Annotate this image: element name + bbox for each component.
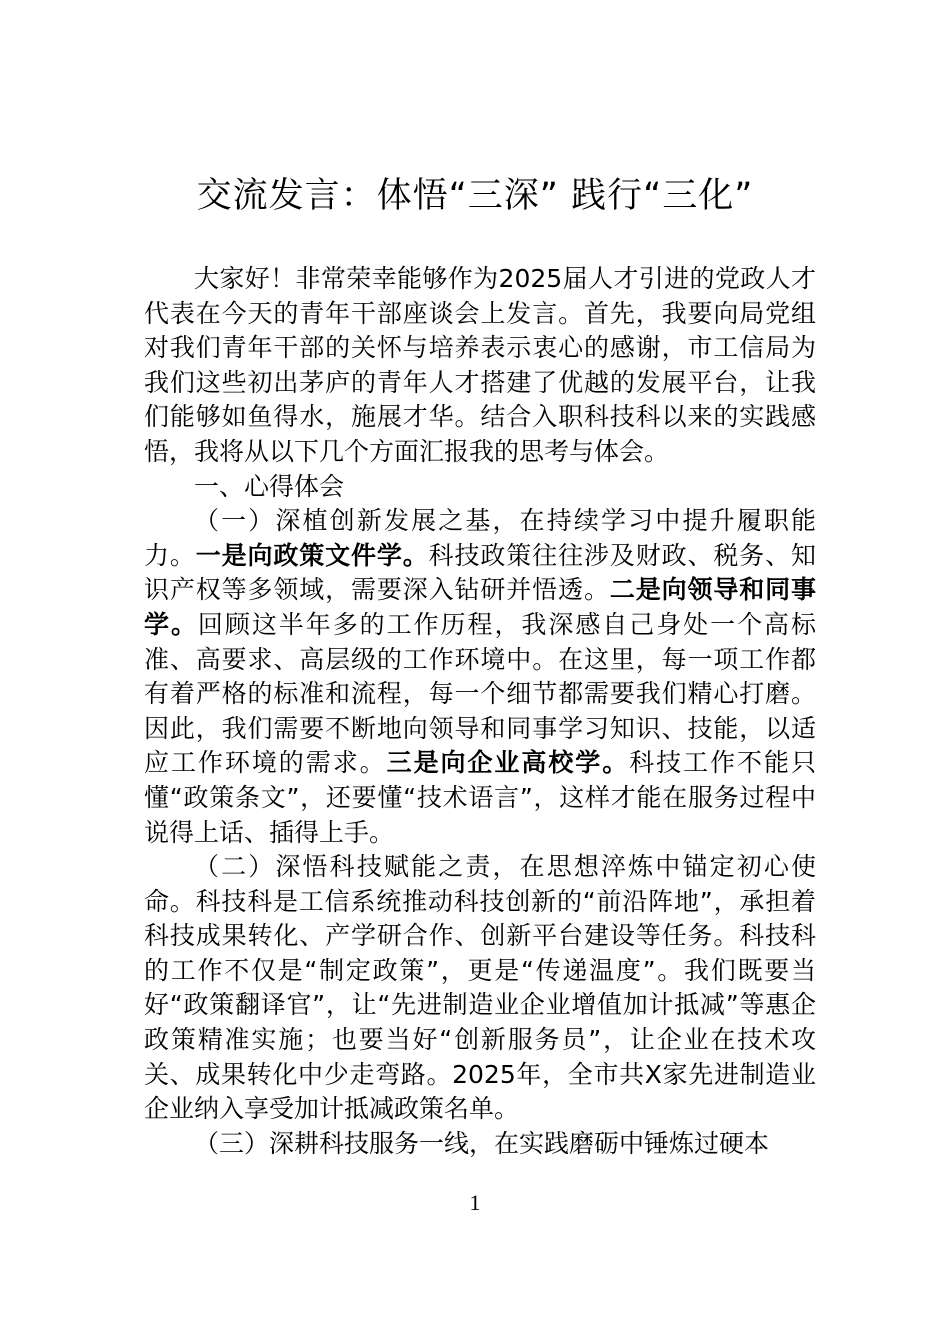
document-body [144, 262, 816, 1161]
point-one-heading: 一是向政策文件学。 [195, 540, 429, 570]
point-two-text: 回顾这半年多的工作历程，我深感自己身处一个高标准、高要求、高层级的工作环境中。在这里，每一项工作都有着严格的标准和流程，每一个细节都需要我们精心打磨。因此，我们需要不断地向领导和同事学习知识、技能，以适应工作环境的需求。 [144, 609, 816, 778]
paragraph-one [144, 504, 816, 850]
intro-paragraph: 大家好！非常荣幸能够作为2025届人才引进的党政人才代表在今天的青年干部座谈会上发言。首先，我要向局党组对我们青年干部的关怀与培养表示衷心的感谢，市工信局为我们这些初出茅庐的青年人才搭建了优越的发展平台，让我们能够如鱼得水，施展才华。结合入职科技科以来的实践感悟，我将从以下几个方面汇报我的思考与体会。 [144, 264, 816, 466]
paragraph-three: （三）深耕科技服务一线，在实践磨砺中锤炼过硬本 [194, 1128, 770, 1158]
point-three-heading: 三是向企业高校学。 [386, 748, 630, 778]
point-three-text: 科技工作不能只懂“政策条文”，还要懂“技术语言”，这样才能在服务过程中说得上话、插得上手。 [144, 748, 816, 847]
paragraph-one-lead: （一）深植创新发展之基，在持续学习中提升履职能力。 [144, 506, 816, 570]
point-one-text: 科技政策往往涉及财政、税务、知识产权等多领域，需要深入钻研并悟透。 [144, 540, 816, 605]
section-heading: 一、心得体会 [194, 471, 345, 501]
paragraph-two: （二）深悟科技赋能之责，在思想淬炼中锚定初心使命。科技科是工信系统推动科技创新的“前沿阵地”，承担着科技成果转化、产学研合作、创新平台建设等任务。科技科的工作不仅是“制定政策”，更是“传递温度”。我们既要当好“政策翻译官”，让“先进制造业企业增值加计抵减”等惠企政策精准实施；也要当好“创新服务员”，让企业在技术攻关、成果转化中少走弯路。2025年，全市共X家先进制造业企业纳入享受加计抵减政策名单。 [144, 852, 816, 1124]
document-title: 交流发言：体悟“三深” 践行“三化” [196, 176, 754, 216]
page-number: 1 [469, 1190, 481, 1215]
point-two-heading: 二是向领导和同事学。 [144, 575, 816, 639]
